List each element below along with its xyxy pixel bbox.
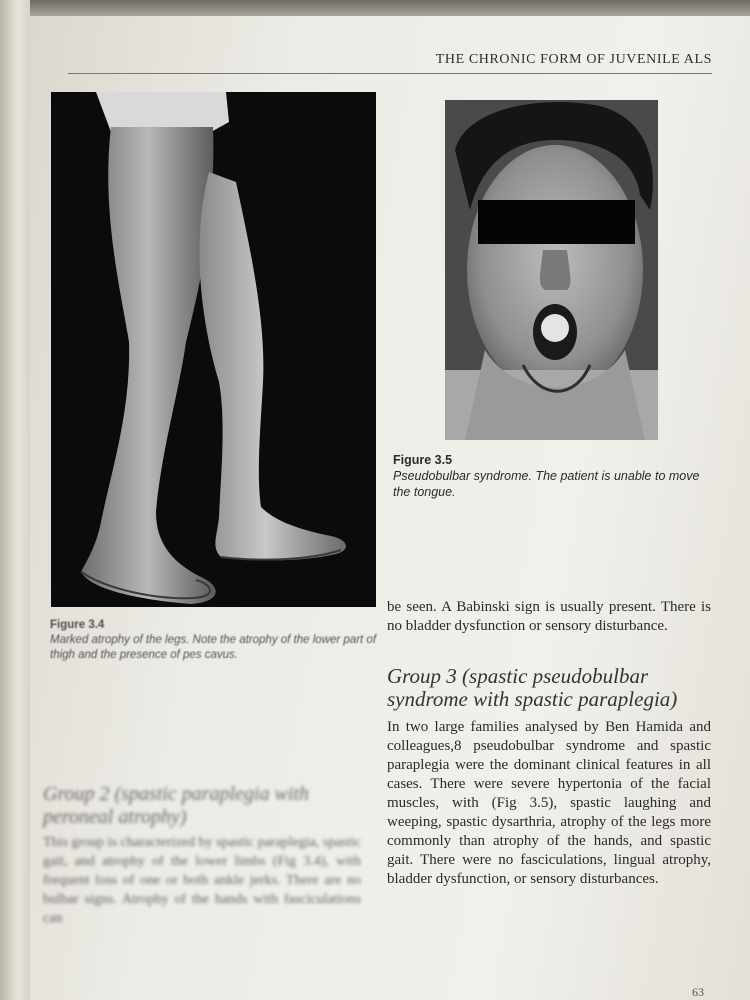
figure-3-5-caption-text: Pseudobulbar syndrome. The patient is unable to move the tongue. xyxy=(393,469,700,499)
figure-3-5-number: Figure 3.5 xyxy=(393,453,453,467)
group-3-heading: Group 3 (spastic pseudobulbar syndrome with spastic paraplegia) xyxy=(387,664,678,711)
page-number: 63 xyxy=(692,985,704,999)
figure-3-5-caption xyxy=(393,452,715,500)
group-3-paragraph: In two large families analysed by Ben Hamida and colleagues,8 pseudobulbar syndrome and spastic paraplegia were the dominant clinical features in all cases. There were severe hypertonia of the facial muscles, with (Fig 3.5), spastic laughing and weeping, spastic dysarthria, atrophy of the legs more commonly than atrophy of the hands, and spastic gait. There were no fasciculations, lingual atrophy, bladder dysfunction, or sensory disturbances. xyxy=(387,719,711,887)
figure-3-4-caption xyxy=(50,618,380,663)
page-top-shadow xyxy=(30,0,750,16)
facing-page-text xyxy=(6,80,22,980)
header-rule xyxy=(68,73,712,74)
figure-3-5-photo xyxy=(445,100,658,440)
eye-censor-bar xyxy=(478,200,635,244)
group-2-heading: Group 2 (spastic paraplegia with peroneal atrophy) xyxy=(43,783,309,828)
figure-3-4-caption-text: Marked atrophy of the legs. Note the atrophy of the lower part of thigh and the presence of pes cavus. xyxy=(50,634,377,661)
book-spine xyxy=(0,0,30,1000)
running-head: THE CHRONIC FORM OF JUVENILE ALS xyxy=(435,52,712,67)
figure-3-4-photo xyxy=(51,92,376,607)
figure-3-4-number: Figure 3.4 xyxy=(50,619,105,631)
group-2-paragraph: This group is characterized by spastic paraplegia, spastic gait, and atrophy of the lower limbs (Fig 3.4), with frequent loss of one or both ankle jerks. There are no bulbar signs. Atrophy of the hands with fasciculations can xyxy=(43,835,361,926)
paragraph-continued: be seen. A Babinski sign is usually present. There is no bladder dysfunction or sensory disturbance. xyxy=(387,599,711,634)
